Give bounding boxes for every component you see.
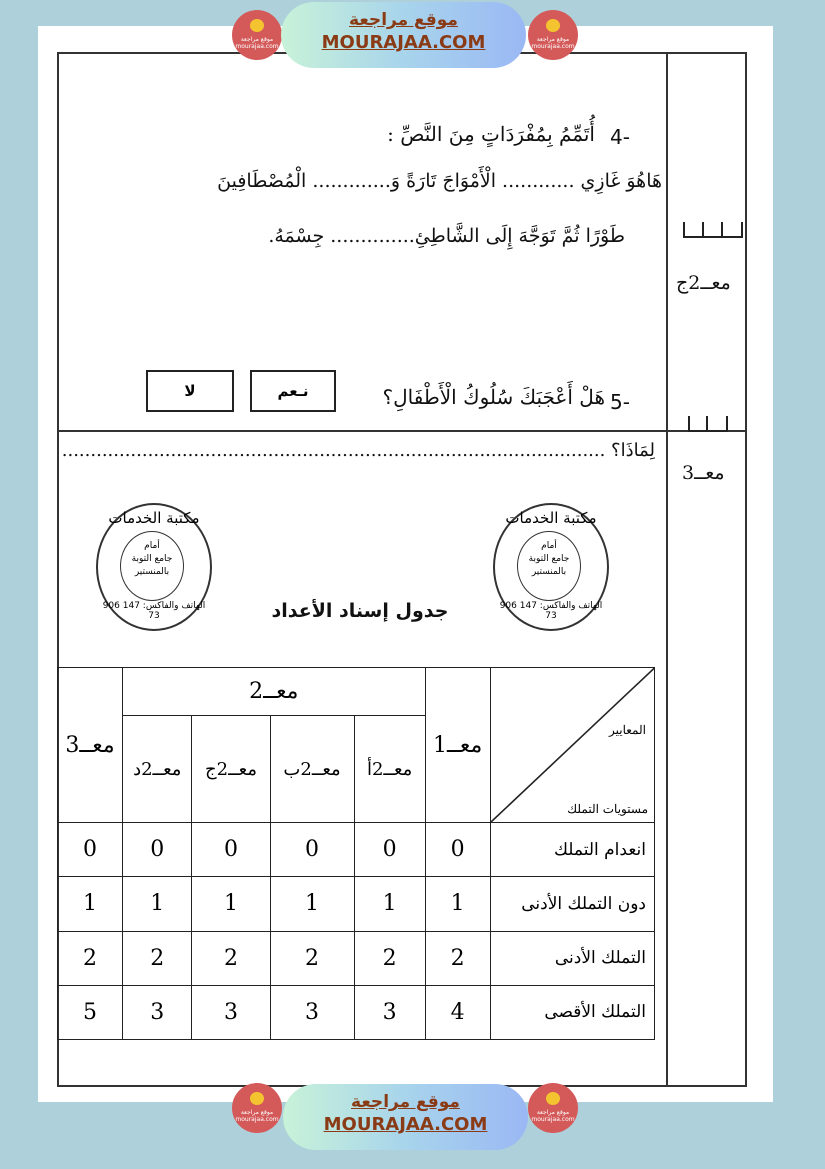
- book-icon: [546, 1092, 560, 1105]
- score-cell: 0: [123, 823, 192, 877]
- score-cell: 1: [58, 877, 123, 931]
- levels-label: مستويات التملك: [567, 802, 648, 816]
- site-logo-left[interactable]: [232, 10, 282, 60]
- col-m2d: معــ2د: [123, 716, 192, 823]
- score-cell: 0: [192, 823, 270, 877]
- section-divider: [57, 430, 747, 432]
- logo-caption: موقع مراجعة mourajaa.com: [235, 36, 279, 50]
- margin-divider: [666, 52, 668, 1086]
- q5-criterion: معــ3: [682, 462, 725, 484]
- col-m2c: معــ2ج: [192, 716, 270, 823]
- score-cell: 2: [270, 931, 354, 985]
- q4-criterion: معــ2ج: [676, 272, 731, 294]
- score-cell: 1: [425, 877, 490, 931]
- corner-cell: [490, 668, 654, 823]
- diagonal-line: [491, 668, 654, 822]
- score-cell: 2: [192, 931, 270, 985]
- banner-latin: MOURAJAA.COM: [323, 1114, 488, 1135]
- table-row: [58, 931, 655, 985]
- score-cell: 0: [58, 823, 123, 877]
- score-cell: 1: [123, 877, 192, 931]
- table-title: جدول إسناد الأعداد: [271, 600, 449, 622]
- score-cell: 2: [123, 931, 192, 985]
- logo-caption: موقع مراجعة mourajaa.com: [235, 1109, 279, 1123]
- q5-why[interactable]: لِمَاذَا؟ ...............................................................................................: [61, 440, 655, 461]
- q5-score-boxes: [688, 416, 728, 432]
- level-label: دون التملك الأدنى: [490, 877, 654, 931]
- library-stamp-right: مكتبة الخدمات أمام جامع التوبة بالمنستير الهاتف والفاكس: 147 906 73: [493, 503, 609, 631]
- score-cell: 1: [192, 877, 270, 931]
- q5-prompt: هَلْ أَعْجَبَكَ سُلُوكُ الْأَطْفَالِ؟: [382, 385, 605, 409]
- frame-right: [745, 52, 747, 1086]
- score-cell: 2: [58, 931, 123, 985]
- library-stamp-left: مكتبة الخدمات أمام جامع التوبة بالمنستير الهاتف والفاكس: 147 906 73: [96, 503, 212, 631]
- logo-caption: موقع مراجعة mourajaa.com: [531, 36, 575, 50]
- banner-latin: MOURAJAA.COM: [321, 32, 486, 53]
- score-cell: 1: [354, 877, 425, 931]
- score-cell: 3: [192, 985, 270, 1039]
- score-cell: 0: [425, 823, 490, 877]
- score-cell: 3: [270, 985, 354, 1039]
- book-icon: [546, 19, 560, 32]
- col-m1: معــ1: [425, 668, 490, 823]
- score-cell: 2: [354, 931, 425, 985]
- score-cell: 2: [425, 931, 490, 985]
- level-label: انعدام التملك: [490, 823, 654, 877]
- col-m2b: معــ2ب: [270, 716, 354, 823]
- q4-score-boxes: [683, 222, 743, 238]
- level-label: التملك الأدنى: [490, 931, 654, 985]
- criteria-label: المعايير: [609, 723, 646, 737]
- level-label: التملك الأقصى: [490, 985, 654, 1039]
- q4-line2[interactable]: طَوْرًا ثُمَّ تَوَجَّهَ إِلَى الشَّاطِئِ.............. جِسْمَهُ.: [268, 225, 625, 247]
- site-logo-right[interactable]: [528, 10, 578, 60]
- site-logo-right-bottom[interactable]: [528, 1083, 578, 1133]
- logo-caption: موقع مراجعة mourajaa.com: [531, 1109, 575, 1123]
- banner-arabic: موقع مراجعة: [351, 1092, 460, 1112]
- col-m2: معــ2: [123, 668, 426, 716]
- banner-arabic: موقع مراجعة: [349, 10, 458, 30]
- col-m2a: معــ2أ: [354, 716, 425, 823]
- no-option[interactable]: لا: [146, 370, 234, 412]
- table-row: [58, 877, 655, 931]
- score-cell: 4: [425, 985, 490, 1039]
- score-cell: 5: [58, 985, 123, 1039]
- q4-number: 4-: [610, 125, 630, 149]
- book-icon: [250, 1092, 264, 1105]
- book-icon: [250, 19, 264, 32]
- q4-line1[interactable]: هَاهُوَ غَازِي ............ الْأَمْوَاجَ تَارَةً وَ............. الْمُصْطَافِينَ: [217, 170, 662, 192]
- score-cell: 3: [123, 985, 192, 1039]
- table-row: [58, 823, 655, 877]
- col-m3: معــ3: [58, 668, 123, 823]
- score-cell: 0: [354, 823, 425, 877]
- score-cell: 0: [270, 823, 354, 877]
- site-logo-left-bottom[interactable]: [232, 1083, 282, 1133]
- q5-number: 5-: [610, 390, 630, 414]
- table-row: [58, 985, 655, 1039]
- site-banner-bottom[interactable]: [283, 1084, 528, 1150]
- score-cell: 3: [354, 985, 425, 1039]
- grading-table: [57, 667, 655, 1040]
- score-cell: 1: [270, 877, 354, 931]
- q4-prompt: أُتَمِّمُ بِمُفْرَدَاتٍ مِنَ النَّصِّ :: [387, 122, 595, 146]
- yes-option[interactable]: نـعم: [250, 370, 336, 412]
- site-banner-top[interactable]: [281, 2, 526, 68]
